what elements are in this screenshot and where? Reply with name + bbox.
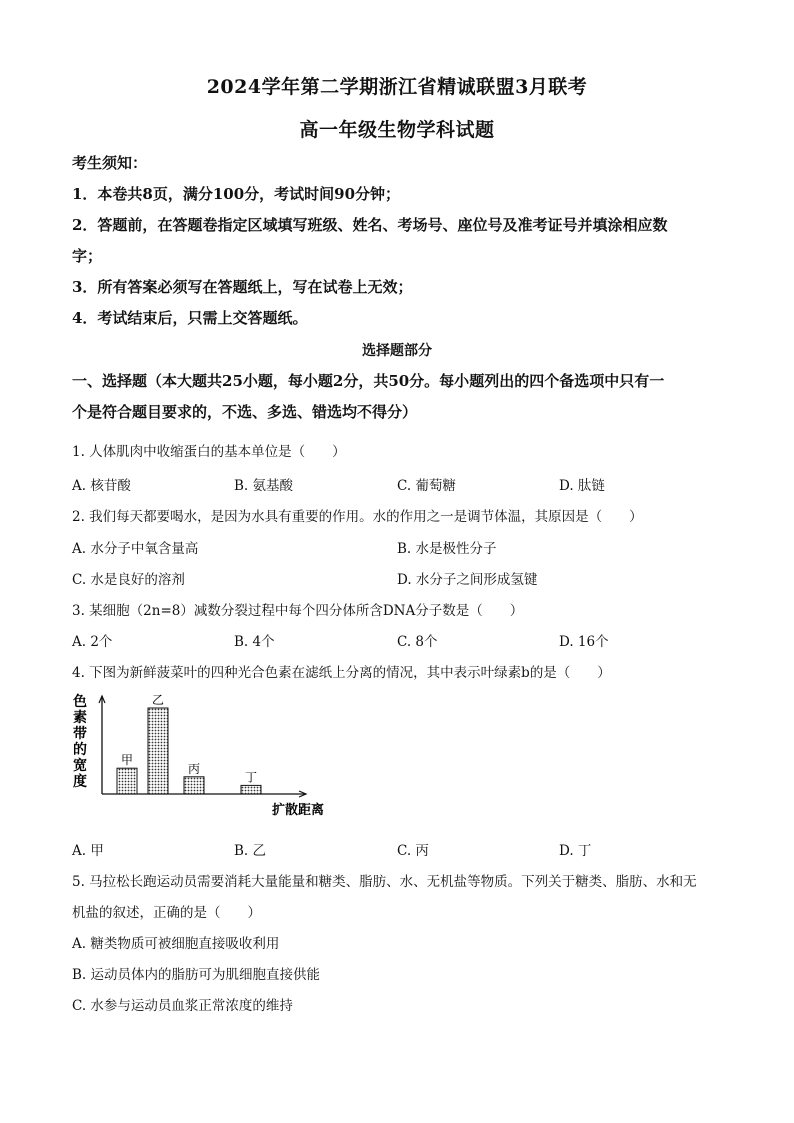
- bar-3: [184, 777, 204, 794]
- question-4-option-b: B. 乙: [234, 843, 267, 859]
- question-2-option-d: D. 水分子之间形成氢键: [397, 572, 538, 588]
- exam-title: 2024学年第二学期浙江省精诚联盟3月联考: [206, 76, 588, 98]
- question-1-option-d: D. 肽链: [559, 478, 605, 494]
- part1-instruction-line2: 个是符合题目要求的，不选、多选、错选均不得分）: [72, 403, 418, 421]
- question-5-option-c: C. 水参与运动员血浆正常浓度的维持: [72, 998, 293, 1014]
- question-5-stem-line1: 5. 马拉松长跑运动员需要消耗大量能量和糖类、脂肪、水、无机盐等物质。下列关于糖类、脂肪、水和无: [72, 874, 697, 890]
- question-3-stem: 3. 某细胞（2n=8）减数分裂过程中每个四分体所含DNA分子数是（ ）: [72, 603, 524, 619]
- notice-item-1: 1．本卷共8页，满分100分，考试时间90分钟；: [72, 185, 401, 203]
- question-5-option-a: A. 糖类物质可被细胞直接吸收利用: [72, 936, 280, 952]
- bar-2: [148, 708, 168, 794]
- question-3-option-d: D. 16个: [559, 634, 609, 650]
- bar-1: [117, 768, 137, 794]
- question-2-option-a: A. 水分子中氧含量高: [72, 541, 199, 557]
- question-1-option-c: C. 葡萄糖: [397, 478, 456, 494]
- question-1-option-a: A. 核苷酸: [72, 478, 131, 494]
- question-3-option-b: B. 4个: [234, 634, 275, 650]
- pigment-band-chart: [70, 690, 340, 825]
- question-2-option-b: B. 水是极性分子: [397, 541, 497, 557]
- question-3-option-c: C. 8个: [397, 634, 438, 650]
- bar-label-2: 乙: [151, 693, 165, 707]
- section-title: 选择题部分: [362, 343, 432, 359]
- question-5-stem-line2: 机盐的叙述，正确的是（ ）: [72, 905, 261, 921]
- notice-item-2-cont: 字；: [72, 247, 103, 265]
- question-1-option-b: B. 氨基酸: [234, 478, 294, 494]
- question-4-stem: 4. 下图为新鲜菠菜叶的四种光合色素在滤纸上分离的情况，其中表示叶绿素b的是（ ）: [72, 665, 611, 681]
- bar-4: [241, 785, 261, 794]
- question-2-option-c: C. 水是良好的溶剂: [72, 572, 185, 588]
- y-axis-label: 色素带的宽度: [73, 694, 87, 790]
- notice-heading: 考生须知：: [72, 154, 148, 172]
- question-5-option-b: B. 运动员体内的脂肪可为肌细胞直接供能: [72, 967, 321, 983]
- notice-item-2: 2．答题前，在答题卷指定区域填写班级、姓名、考场号、座位号及准考证号并填涂相应数: [72, 216, 668, 234]
- question-4-option-a: A. 甲: [72, 843, 104, 859]
- question-1-stem: 1. 人体肌肉中收缩蛋白的基本单位是（ ）: [72, 444, 346, 460]
- exam-subtitle: 高一年级生物学科试题: [299, 119, 495, 141]
- notice-item-3: 3．所有答案必须写在答题纸上，写在试卷上无效；: [72, 278, 413, 296]
- question-4-option-c: C. 丙: [397, 843, 429, 859]
- bar-label-1: 甲: [120, 753, 134, 768]
- notice-item-4: 4．考试结束后，只需上交答题纸。: [72, 309, 308, 327]
- question-4-option-d: D. 丁: [559, 843, 592, 859]
- question-2-stem: 2. 我们每天都要喝水，是因为水具有重要的作用。水的作用之一是调节体温，其原因是（ ）: [72, 509, 643, 525]
- x-axis-label: 扩散距离: [271, 803, 325, 818]
- part1-instruction-line1: 一、选择题（本大题共25小题，每小题2分，共50分。每小题列出的四个备选项中只有一: [72, 372, 665, 390]
- bar-label-4: 丁: [244, 770, 258, 785]
- bar-label-3: 丙: [187, 761, 201, 776]
- question-3-option-a: A. 2个: [72, 634, 113, 650]
